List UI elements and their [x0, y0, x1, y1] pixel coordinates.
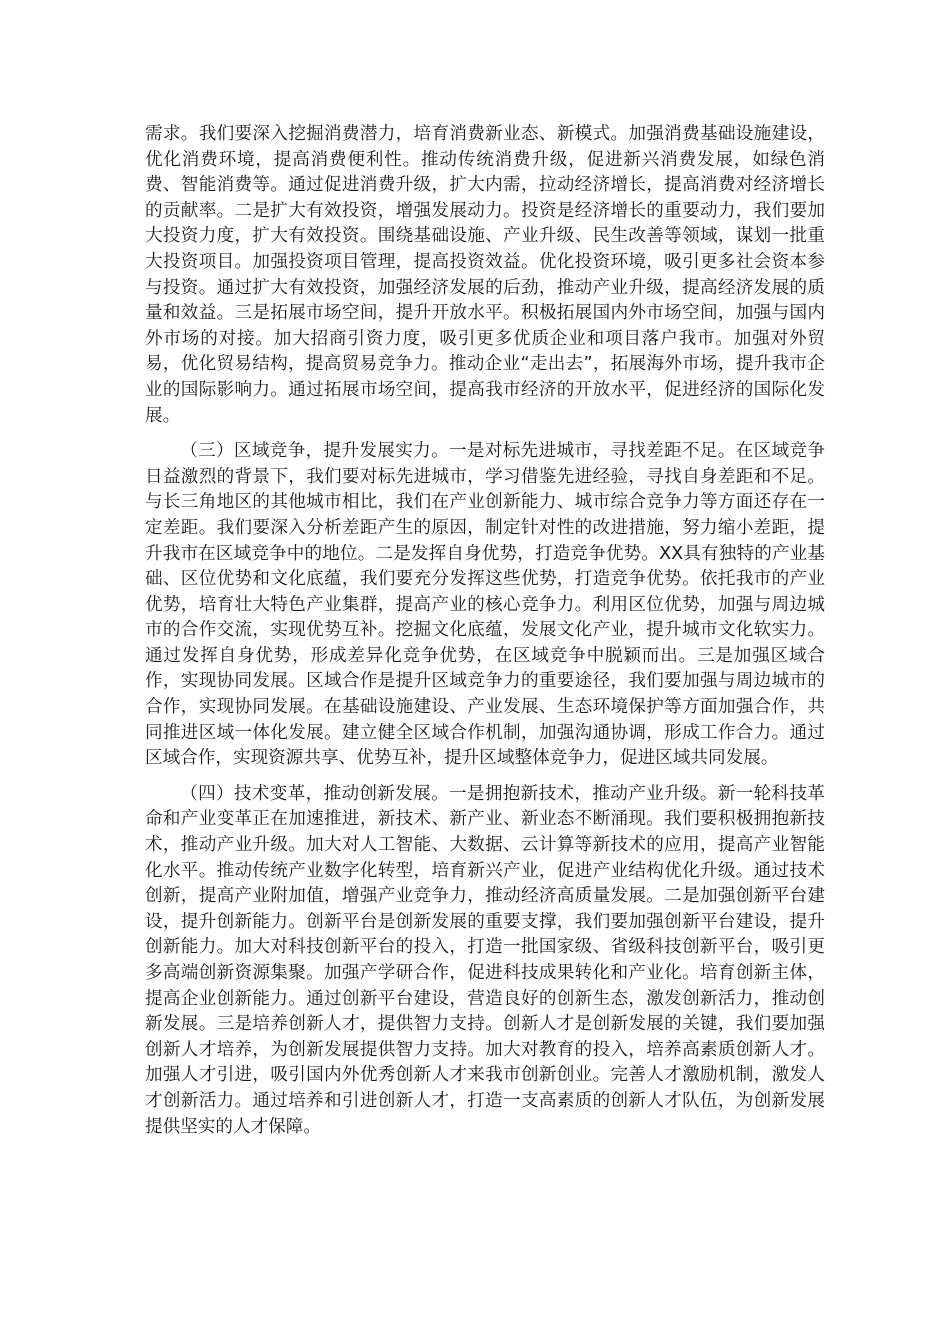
paragraph-consumption-investment-market: 需求。我们要深入挖掘消费潜力，培育消费新业态、新模式。加强消费基础设施建设，优化消费环境，提高消费便利性。推动传统消费升级，促进新兴消费发展，如绿色消费、智能消费等。通过促进消费升级，扩大内需，拉动经济增长，提高消费对经济增长的贡献率。二是扩大有效投资，增强发展动力。投资是经济增长的重要动力，我们要加大投资力度，扩大有效投资。围绕基础设施、产业升级、民生改善等领域，谋划一批重大投资项目。加强投资项目管理，提高投资效益。优化投资环境，吸引更多社会资本参与投资。通过扩大有效投资，加强经济发展的后劲，推动产业升级，提高经济发展的质量和效益。三是拓展市场空间，提升开放水平。积极拓展国内外市场空间，加强与国内外市场的对接。加大招商引资力度，吸引更多优质企业和项目落户我市。加强对外贸易，优化贸易结构，提高贸易竞争力。推动企业“走出去”，拓展海外市场，提升我市企业的国际影响力。通过拓展市场空间，提高我市经济的开放水平，促进经济的国际化发展。 [145, 124, 825, 426]
document-page [145, 122, 825, 1140]
paragraph-technology-innovation: （四）技术变革，推动创新发展。一是拥抱新技术，推动产业升级。新一轮科技革命和产业变革正在加速推进，新技术、新产业、新业态不断涌现。我们要积极拥抱新技术，推动产业升级。加大对人工智能、大数据、云计算等新技术的应用，提高产业智能化水平。推动传统产业数字化转型，培育新兴产业，促进产业结构优化升级。通过技术创新，提高产业附加值，增强产业竞争力，推动经济高质量发展。二是加强创新平台建设，提升创新能力。创新平台是创新发展的重要支撑，我们要加强创新平台建设，提升创新能力。加大对科技创新平台的投入，打造一批国家级、省级科技创新平台，吸引更多高端创新资源集聚。加强产学研合作，促进科技成果转化和产业化。培育创新主体，提高企业创新能力。通过创新平台建设，营造良好的创新生态，激发创新活力，推动创新发展。三是培养创新人才，提供智力支持。创新人才是创新发展的关键，我们要加强创新人才培养，为创新发展提供智力支持。加大对教育的投入，培养高素质创新人才。加强人才引进，吸引国内外优秀创新人才来我市创新创业。完善人才激励机制，激发人才创新活力。通过培养和引进创新人才，打造一支高素质的创新人才队伍，为创新发展提供坚实的人才保障。 [145, 783, 825, 1137]
paragraph-regional-competition: （三）区域竞争，提升发展实力。一是对标先进城市，寻找差距不足。在区域竞争日益激烈的背景下，我们要对标先进城市，学习借鉴先进经验，寻找自身差距和不足。与长三角地区的其他城市相比，我们在产业创新能力、城市综合竞争力等方面还存在一定差距。我们要深入分析差距产生的原因，制定针对性的改进措施，努力缩小差距，提升我市在区域竞争中的地位。二是发挥自身优势，打造竞争优势。XX具有独特的产业基础、区位优势和文化底蕴，我们要充分发挥这些优势，打造竞争优势。依托我市的产业优势，培育壮大特色产业集群，提高产业的核心竞争力。利用区位优势，加强与周边城市的合作交流，实现优势互补。挖掘文化底蕴，发展文化产业，提升城市文化软实力。通过发挥自身优势，形成差异化竞争优势，在区域竞争中脱颖而出。三是加强区域合作，实现协同发展。区域合作是提升区域竞争力的重要途径，我们要加强与周边城市的合作，实现协同发展。在基础设施建设、产业发展、生态环境保护等方面加强合作，共同推进区域一体化发展。建立健全区域合作机制，加强沟通协调，形成工作合力。通过区域合作，实现资源共享、优势互补，提升区域整体竞争力，促进区域共同发展。 [145, 441, 825, 769]
